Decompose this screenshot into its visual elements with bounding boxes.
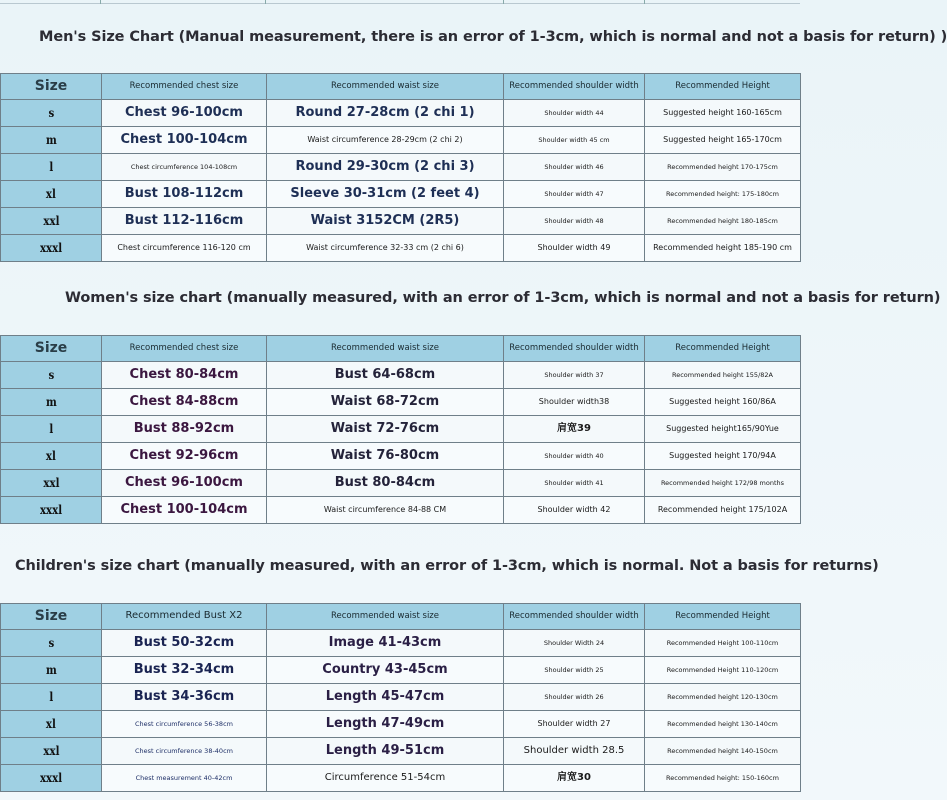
chest-cell: Chest 80-84cm	[102, 362, 267, 389]
chest-cell: Chest 96-100cm	[102, 100, 267, 127]
men-size-chart-title: Men's Size Chart (Manual measurement, there is an error of 1-3cm, which is normal and not a basis for return) )	[39, 29, 947, 45]
table-row	[1, 100, 801, 127]
size-cell: xxl	[1, 470, 102, 497]
size-cell: l	[1, 154, 102, 181]
chest-cell: Chest circumference 116-120 cm	[102, 235, 267, 262]
chest-cell: Chest circumference 104-108cm	[102, 154, 267, 181]
bust-header: Recommended Bust X2	[102, 604, 267, 630]
size-cell: m	[1, 657, 102, 684]
waist-cell: Waist circumference 84-88 CM	[267, 497, 504, 524]
children-size-chart-title: Children's size chart (manually measured, with an error of 1-3cm, which is normal. Not a basis for returns)	[15, 558, 879, 574]
table-row	[1, 127, 801, 154]
table-row	[1, 416, 801, 443]
shoulder-cell: Shoulder width 25	[504, 657, 645, 684]
chest-header: Recommended chest size	[102, 74, 267, 100]
size-cell: s	[1, 362, 102, 389]
shoulder-cell: Shoulder width 28.5	[504, 738, 645, 765]
chest-cell: Chest 84-88cm	[102, 389, 267, 416]
waist-cell: Length 47-49cm	[267, 711, 504, 738]
bust-cell: Bust 32-34cm	[102, 657, 267, 684]
size-cell: l	[1, 684, 102, 711]
size-cell: xxxl	[1, 235, 102, 262]
shoulder-cell: 肩宽39	[504, 416, 645, 443]
size-cell: xxl	[1, 738, 102, 765]
height-cell: Suggested height 160/86A	[645, 389, 801, 416]
table-row	[1, 497, 801, 524]
bust-cell: Bust 50-32cm	[102, 630, 267, 657]
size-cell: s	[1, 630, 102, 657]
waist-cell: Waist 76-80cm	[267, 443, 504, 470]
shoulder-cell: Shoulder width 46	[504, 154, 645, 181]
table-row	[1, 443, 801, 470]
height-cell: Recommended height 180-185cm	[645, 208, 801, 235]
table-header-row	[1, 604, 801, 630]
height-header: Recommended Height	[645, 604, 801, 630]
chest-cell: Chest 100-104cm	[102, 497, 267, 524]
chest-cell: Bust 88-92cm	[102, 416, 267, 443]
shoulder-cell: Shoulder width 40	[504, 443, 645, 470]
shoulder-cell: Shoulder width 49	[504, 235, 645, 262]
table-row	[1, 684, 801, 711]
table-row	[1, 657, 801, 684]
waist-cell: Circumference 51-54cm	[267, 765, 504, 792]
waist-header: Recommended waist size	[267, 336, 504, 362]
table-row	[1, 389, 801, 416]
height-header: Recommended Height	[645, 336, 801, 362]
bust-cell: Chest measurement 40-42cm	[102, 765, 267, 792]
table-row	[1, 208, 801, 235]
size-cell: xxxl	[1, 497, 102, 524]
table-row	[1, 362, 801, 389]
height-cell: Recommended height 172/98 months	[645, 470, 801, 497]
bust-cell: Bust 34-36cm	[102, 684, 267, 711]
size-header: Size	[1, 336, 102, 362]
size-cell: m	[1, 127, 102, 154]
waist-header: Recommended waist size	[267, 604, 504, 630]
table-row	[1, 235, 801, 262]
women-size-chart-title: Women's size chart (manually measured, with an error of 1-3cm, which is normal and not a basis for return)	[65, 290, 941, 306]
waist-cell: Bust 80-84cm	[267, 470, 504, 497]
size-cell: xl	[1, 443, 102, 470]
men-size-table	[0, 73, 801, 262]
shoulder-cell: Shoulder width 45 cm	[504, 127, 645, 154]
height-cell: Recommended Height 110-120cm	[645, 657, 801, 684]
height-cell: Recommended height 175/102A	[645, 497, 801, 524]
height-cell: Recommended Height 100-110cm	[645, 630, 801, 657]
shoulder-cell: Shoulder width 26	[504, 684, 645, 711]
shoulder-cell: Shoulder width38	[504, 389, 645, 416]
size-cell: xxxl	[1, 765, 102, 792]
waist-cell: Waist circumference 32-33 cm (2 chi 6)	[267, 235, 504, 262]
size-header: Size	[1, 74, 102, 100]
size-cell: xxl	[1, 208, 102, 235]
height-cell: Suggested height 165-170cm	[645, 127, 801, 154]
height-cell: Recommended height 185-190 cm	[645, 235, 801, 262]
height-cell: Suggested height 170/94A	[645, 443, 801, 470]
shoulder-cell: Shoulder width 37	[504, 362, 645, 389]
height-cell: Recommended height 130-140cm	[645, 711, 801, 738]
women-size-table	[0, 335, 801, 524]
height-cell: Recommended height: 175-180cm	[645, 181, 801, 208]
waist-cell: Sleeve 30-31cm (2 feet 4)	[267, 181, 504, 208]
waist-cell: Image 41-43cm	[267, 630, 504, 657]
waist-cell: Round 27-28cm (2 chi 1)	[267, 100, 504, 127]
waist-cell: Length 45-47cm	[267, 684, 504, 711]
shoulder-cell: 肩宽30	[504, 765, 645, 792]
chest-header: Recommended chest size	[102, 336, 267, 362]
bust-cell: Chest circumference 38-40cm	[102, 738, 267, 765]
size-header: Size	[1, 604, 102, 630]
height-cell: Suggested height 160-165cm	[645, 100, 801, 127]
waist-cell: Waist 68-72cm	[267, 389, 504, 416]
height-cell: Suggested height165/90Yue	[645, 416, 801, 443]
shoulder-cell: Shoulder width 42	[504, 497, 645, 524]
waist-header: Recommended waist size	[267, 74, 504, 100]
shoulder-cell: Shoulder width 44	[504, 100, 645, 127]
size-cell: l	[1, 416, 102, 443]
top-table-edge	[0, 0, 800, 4]
children-size-table	[0, 603, 801, 792]
table-row	[1, 154, 801, 181]
size-cell: xl	[1, 181, 102, 208]
waist-cell: Country 43-45cm	[267, 657, 504, 684]
height-header: Recommended Height	[645, 74, 801, 100]
chest-cell: Chest 92-96cm	[102, 443, 267, 470]
shoulder-cell: Shoulder Width 24	[504, 630, 645, 657]
waist-cell: Bust 64-68cm	[267, 362, 504, 389]
waist-cell: Waist circumference 28-29cm (2 chi 2)	[267, 127, 504, 154]
chest-cell: Bust 112-116cm	[102, 208, 267, 235]
height-cell: Recommended height 120-130cm	[645, 684, 801, 711]
height-cell: Recommended height 140-150cm	[645, 738, 801, 765]
shoulder-header: Recommended shoulder width	[504, 604, 645, 630]
table-header-row	[1, 336, 801, 362]
shoulder-cell: Shoulder width 41	[504, 470, 645, 497]
shoulder-cell: Shoulder width 27	[504, 711, 645, 738]
table-row	[1, 470, 801, 497]
chest-cell: Bust 108-112cm	[102, 181, 267, 208]
table-row	[1, 738, 801, 765]
shoulder-header: Recommended shoulder width	[504, 74, 645, 100]
table-header-row	[1, 74, 801, 100]
size-cell: xl	[1, 711, 102, 738]
height-cell: Recommended height: 150-160cm	[645, 765, 801, 792]
waist-cell: Waist 72-76cm	[267, 416, 504, 443]
waist-cell: Length 49-51cm	[267, 738, 504, 765]
waist-cell: Waist 3152CM (2R5)	[267, 208, 504, 235]
chest-cell: Chest 100-104cm	[102, 127, 267, 154]
table-row	[1, 765, 801, 792]
height-cell: Recommended height 155/82A	[645, 362, 801, 389]
size-cell: m	[1, 389, 102, 416]
bust-cell: Chest circumference 56-38cm	[102, 711, 267, 738]
table-row	[1, 181, 801, 208]
table-row	[1, 711, 801, 738]
table-row	[1, 630, 801, 657]
shoulder-header: Recommended shoulder width	[504, 336, 645, 362]
waist-cell: Round 29-30cm (2 chi 3)	[267, 154, 504, 181]
shoulder-cell: Shoulder width 47	[504, 181, 645, 208]
shoulder-cell: Shoulder width 48	[504, 208, 645, 235]
chest-cell: Chest 96-100cm	[102, 470, 267, 497]
size-cell: s	[1, 100, 102, 127]
height-cell: Recommended height 170-175cm	[645, 154, 801, 181]
